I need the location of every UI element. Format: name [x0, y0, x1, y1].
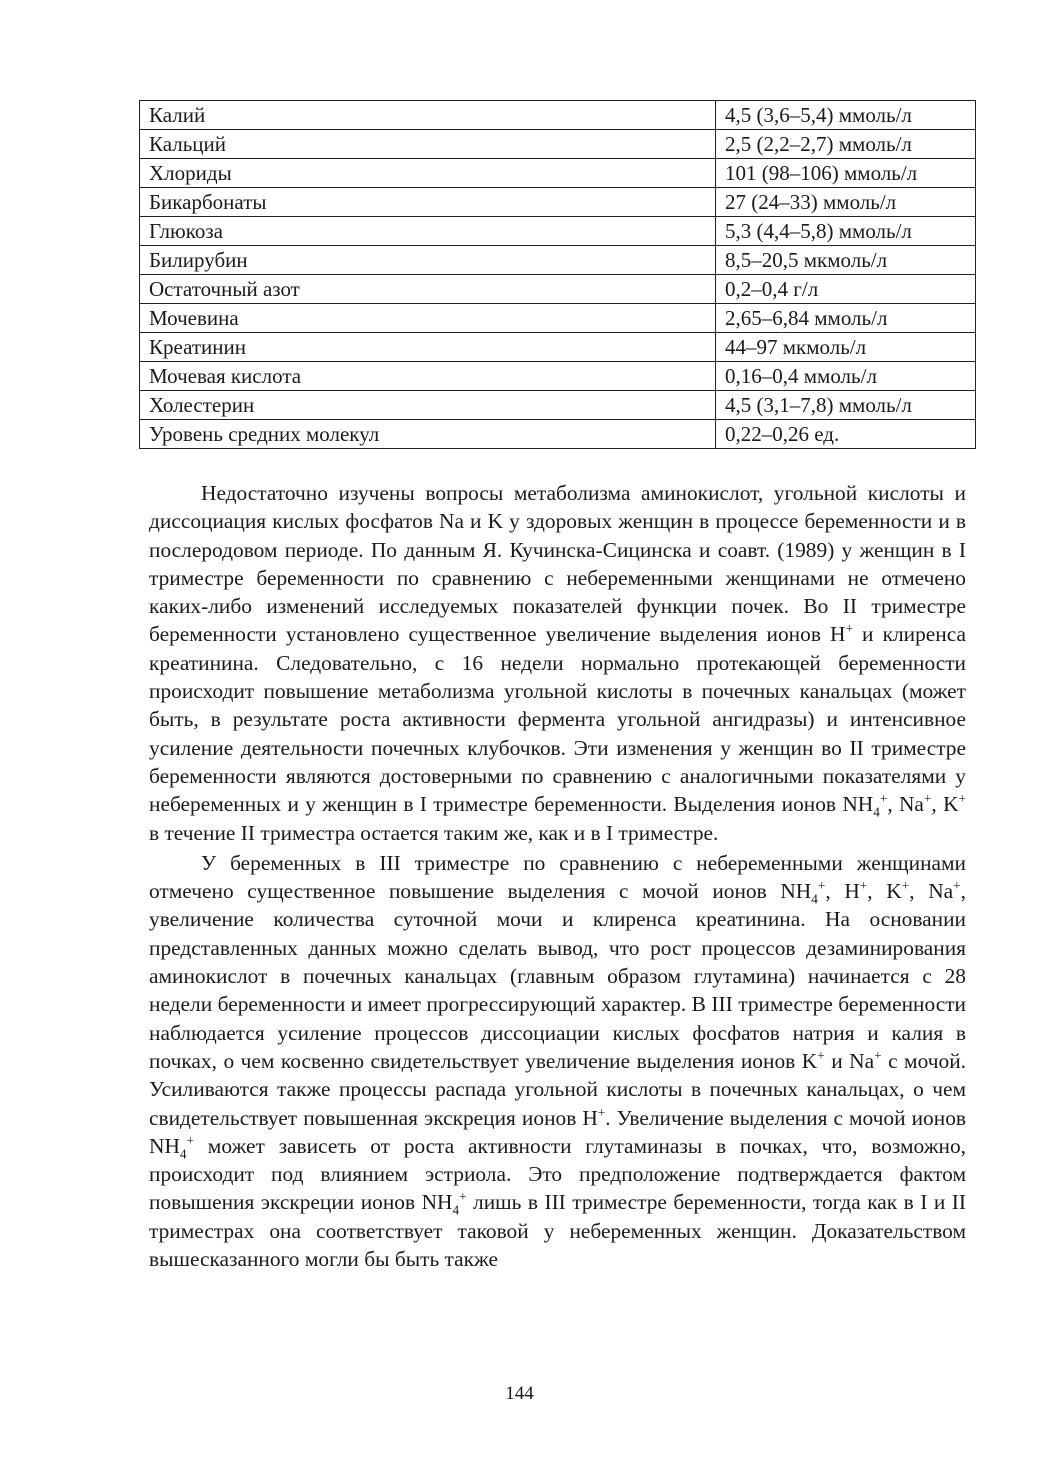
table-row [140, 362, 976, 391]
table-row [140, 333, 976, 362]
lab-values-table [139, 100, 976, 449]
parameter-name-cell: Кальций [140, 130, 716, 159]
table-row [140, 130, 976, 159]
reference-value-cell: 27 (24–33) ммоль/л [716, 188, 976, 217]
table-row [140, 275, 976, 304]
reference-value-cell: 4,5 (3,1–7,8) ммоль/л [716, 391, 976, 420]
reference-value-cell: 4,5 (3,6–5,4) ммоль/л [716, 101, 976, 130]
table-row [140, 101, 976, 130]
parameter-name-cell: Остаточный азот [140, 275, 716, 304]
reference-value-cell: 44–97 мкмоль/л [716, 333, 976, 362]
parameter-name-cell: Калий [140, 101, 716, 130]
parameter-name-cell: Билирубин [140, 246, 716, 275]
parameter-name-cell: Мочевая кислота [140, 362, 716, 391]
parameter-name-cell: Хлориды [140, 159, 716, 188]
table-row [140, 420, 976, 449]
table-row [140, 246, 976, 275]
table-row [140, 391, 976, 420]
reference-value-cell: 8,5–20,5 мкмоль/л [716, 246, 976, 275]
parameter-name-cell: Холестерин [140, 391, 716, 420]
table-row [140, 304, 976, 333]
reference-value-cell: 101 (98–106) ммоль/л [716, 159, 976, 188]
table-row [140, 159, 976, 188]
body-text [149, 479, 966, 1273]
parameter-name-cell: Бикарбонаты [140, 188, 716, 217]
paragraph-2: У беременных в III триместре по сравнению с небеременными женщинами отмечено существенное повышение выделения с мочой ионов $NH_4^+$, H+, K+, Na+, увеличение количества суточной мочи и клиренса креатинина. На основании представленных данных можно сделать вывод, что рост процессов дезаминирования аминокислот в почечных канальцах (главным образом глутамина) начинается с 28 недели беременности и имеет прогрессирующий характер. В III триместре беременности наблюдается усиление процессов диссоциации кислых фосфатов натрия и калия в почках, о чем косвенно свидетельствует увеличение выделения ионов K+ и Na+ с мочой. Усиливаются также процессы распада угольной кислоты в почечных канальцах, о чем свидетельствует повышенная экскреция ионов H+. Увеличение выделения с мочой ионов $NH_4^+$ может зависеть от роста активности глутаминазы в почках, что, возможно, происходит под влиянием эстриола. Это предположение подтверждается фактом повышения экскреции ионов $NH_4^+$ лишь в III триместре беременности, тогда как в I и II триместрах она соответствует таковой у небеременных женщин. Доказательством вышесказанного могли бы быть также [149, 850, 966, 1272]
reference-value-cell: 0,22–0,26 ед. [716, 420, 976, 449]
reference-value-cell: 5,3 (4,4–5,8) ммоль/л [716, 217, 976, 246]
reference-value-cell: 2,65–6,84 ммоль/л [716, 304, 976, 333]
parameter-name-cell: Мочевина [140, 304, 716, 333]
parameter-name-cell: Уровень средних молекул [140, 420, 716, 449]
paragraph-1: Недостаточно изучены вопросы метаболизма аминокислот, угольной кислоты и диссоциация кислых фосфатов Na и K у здоровых женщин в процессе беременности и в послеродовом периоде. По данным Я. Кучинска-Сицинска и соавт. (1989) у женщин в I триместре беременности по сравнению с небеременными женщинами не отмечено каких-либо изменений исследуемых показателей функции почек. Во II триместре беременности установлено существенное увеличение выделения ионов H+ и клиренса креатинина. Следовательно, с 16 недели нормально протекающей беременности происходит повышение метаболизма угольной кислоты в почечных канальцах (может быть, в результате роста активности фермента угольной ангидразы) и интенсивное усиление деятельности почечных клубочков. Эти изменения у женщин во II триместре беременности являются достоверными по сравнению с аналогичными показателями у небеременных и у женщин в I триместре беременности. Выделения ионов $NH_4^+$, Na+, K+ в течение II триместра остается таким же, как и в I триместре. [149, 481, 967, 845]
reference-value-cell: 2,5 (2,2–2,7) ммоль/л [716, 130, 976, 159]
parameter-name-cell: Глюкоза [140, 217, 716, 246]
table-body [140, 101, 976, 449]
table-row [140, 188, 976, 217]
table-row [140, 217, 976, 246]
parameter-name-cell: Креатинин [140, 333, 716, 362]
page-number: 144 [505, 1383, 534, 1404]
reference-value-cell: 0,16–0,4 ммоль/л [716, 362, 976, 391]
reference-value-cell: 0,2–0,4 г/л [716, 275, 976, 304]
